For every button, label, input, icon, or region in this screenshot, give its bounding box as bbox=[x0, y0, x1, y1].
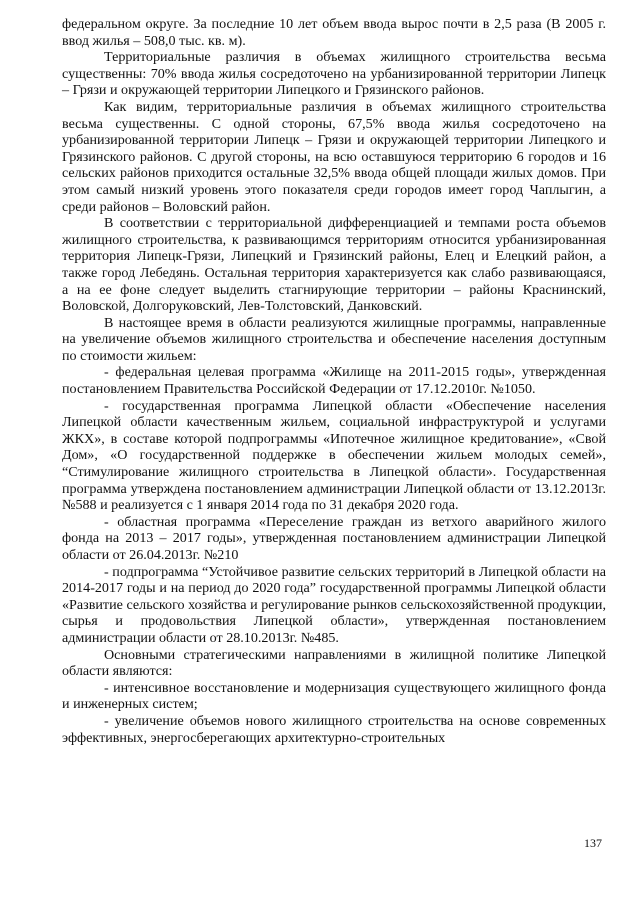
paragraph-housing-programs: В настоящее время в области реализуются жилищные программы, направленные на увеличение объемов жилищного строительства и обеспечение населения доступным по стоимости жильем: bbox=[62, 314, 606, 364]
paragraph-strategic-directions: Основными стратегическими направлениями в жилищной политике Липецкой области являются: bbox=[62, 646, 606, 680]
paragraph-as-we-see: Как видим, территориальные различия в объемах жилищного строительства весьма существенны. С одной стороны, 67,5% ввода жилья сосредоточено на урбанизированной территории Липецк – Грязи и окружающей территории Липецкого и Грязинского районов. С другой стороны, на всю оставшуюся территорию 6 городов и 16 сельских районов приходится остальные 32,5% ввода общей площади жилых домов. При этом самый низкий уровень этого показателя среди городов имеет город Чаплыгин, а среди районов – Воловский район. bbox=[62, 98, 606, 215]
paragraph-differentiation: В соответствии с территориальной дифференциацией и темпами роста объемов жилищного строительства, к развивающимся территориям относится урбанизированная территория Липецк-Грязи, Липецкий и Грязинский районы, Елец и Елецкий район, а также город Лебедянь. Остальная территория характеризуется как слабо развивающаяся, а на ее фоне следует выделить стагнирующие территории – районы Краснинский, Воловской, Долгоруковский, Лев-Толстовский, Данковский. bbox=[62, 215, 606, 315]
list-item-modernization: - интенсивное восстановление и модернизация существующего жилищного фонда и инженерных систем; bbox=[62, 679, 606, 713]
list-item-state-program: - государственная программа Липецкой области «Обеспечение населения Липецкой области качественным жильем, социальной инфраструктурой и услугами ЖКХ», в составе которой подпрограммы «Ипотечное жилищное кредитование», «Свой Дом», «О государственной поддержке в обеспечении жильем молодых семей», “Стимулирование жилищного строительства в Липецкой области». Государственная программа утверждена постановлением администрации Липецкой области от 13.12.2013г. №588 и реализуется с 1 января 2014 года по 31 декабря 2020 года. bbox=[62, 397, 606, 514]
paragraph-territorial-differences: Территориальные различия в объемах жилищного строительства весьма существенны: 70% ввода жилья сосредоточено на урбанизированной территории Липецк – Грязи и окружающей территории Липецкого и Грязинского районов. bbox=[62, 49, 606, 99]
list-item-subprogram-rural: - подпрограмма “Устойчивое развитие сельских территорий в Липецкой области на 2014-2017 годы и на период до 2020 года” государственной программы Липецкой области «Развитие сельского хозяйства и регулирование рынков сельскохозяйственной продукции, сырья и продовольствия Липецкой области», утвержденная постановлением администрации области от 28.10.2013г. №485. bbox=[62, 563, 606, 646]
list-item-regional-program: - областная программа «Переселение граждан из ветхого аварийного жилого фонда на 2013 – 2017 годы», утвержденная постановлением администрации Липецкой области от 26.04.2013г. №210 bbox=[62, 513, 606, 563]
list-item-federal-program: - федеральная целевая программа «Жилище на 2011-2015 годы», утвержденная постановлением Правительства Российской Федерации от 17.12.2010г. №1050. bbox=[62, 364, 606, 398]
document-body bbox=[62, 16, 606, 746]
list-item-new-construction: - увеличение объемов нового жилищного строительства на основе современных эффективных, энергосберегающих архитектурно-строительных bbox=[62, 712, 606, 746]
paragraph-continuation: федеральном округе. За последние 10 лет объем ввода вырос почти в 2,5 раза (В 2005 г. ввод жилья – 508,0 тыс. кв. м). bbox=[62, 16, 606, 49]
page-number: 137 bbox=[584, 836, 602, 850]
